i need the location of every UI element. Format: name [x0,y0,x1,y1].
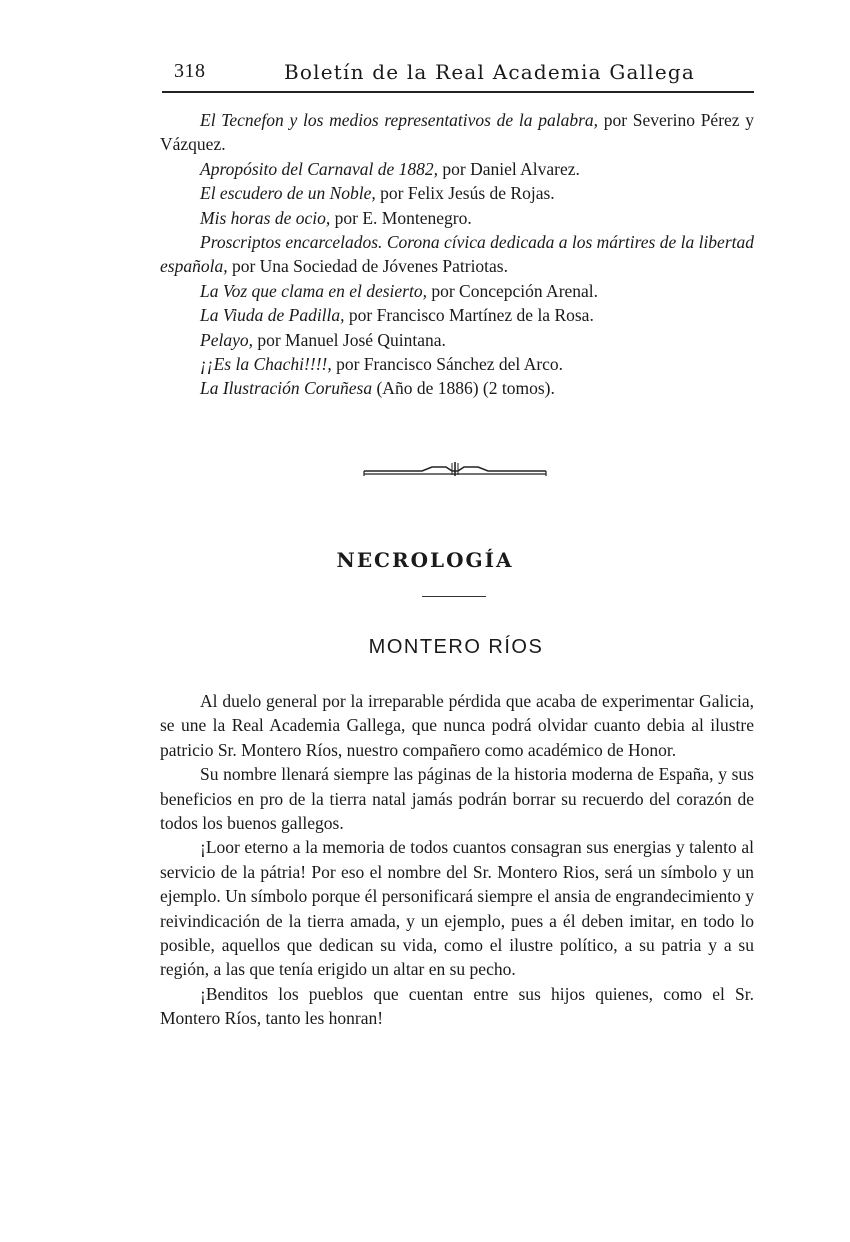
work-author: (Año de 1886) (2 tomos). [376,378,555,399]
paragraph: ¡Loor eterno a la memoria de todos cuantos consagran sus energias y talento al servicio de la pátria! Por eso el nombre del Sr. Montero Rios, será un símbolo y un ejemplo. Un símbolo porque él personificará siempre el ansia de engrandecimiento y reivindicación de la tierra amada, y un ejemplo, pues a él deben imitar, en todo lo posible, aquellos que dedican su vida, como el ilustre político, a su patria y a su región, a las que tenía erigido un altar en su pecho. [160,837,754,980]
work-author: por Una Sociedad de Jóvenes Patriotas. [231,256,508,277]
paragraph: ¡Benditos los pueblos que cuentan entre sus hijos quienes, como el Sr. Montero Ríos, tanto les honran! [160,983,754,1029]
page-number: 318 [174,60,206,82]
work-author: por Francisco Sánchez del Arco. [336,354,564,375]
work-author: por Daniel Alvarez. [442,158,580,179]
work-title: ¡¡Es la Chachi!!!!, [200,354,332,375]
article-title: MONTERO RÍOS [368,636,544,658]
list-item [160,328,754,352]
paragraph: Su nombre llenará siempre las páginas de la historia moderna de España, y sus beneficios en pro de la tierra natal jamás podrán borrar su recuerdo del corazón de todos los buenos gallegos. [160,764,754,834]
list-item [160,230,754,279]
list-item [160,376,754,400]
work-title: Proscriptos encarcelados. Corona cívica dedicada a los mártires de la libertad española, [160,232,754,277]
list-item [160,352,754,376]
work-author: por Severino Pérez y Vázquez. [160,110,755,155]
publication-list [160,108,754,401]
running-title: Boletín de la Real Academia Gallega [284,60,695,84]
work-title: El Tecnefon y los medios representativos de la palabra, [200,110,599,130]
section-heading: NECROLOGÍA [336,548,514,572]
list-item [160,157,754,181]
work-author: por Manuel José Quintana. [257,329,446,350]
work-author: por Felix Jesús de Rojas. [380,183,555,204]
list-item [160,181,754,205]
header-rule [162,91,754,93]
work-title: El escudero de un Noble, [200,183,376,204]
section-divider-ornament [362,458,548,478]
work-title: La Viuda de Padilla, [200,305,345,326]
list-item [160,303,754,327]
work-title: Pelayo, [200,329,253,350]
work-author: por E. Montenegro. [334,207,472,228]
work-author: por Francisco Martínez de la Rosa. [348,305,594,326]
page-header [162,60,752,90]
work-title: La Voz que clama en el desierto, [200,280,427,301]
paragraph: Al duelo general por la irreparable pérdida que acaba de experimentar Galicia, se une la Real Academia Gallega, que nunca podrá olvidar cuanto debia al ilustre patricio Sr. Montero Ríos, nuestro compañero como académico de Honor. [160,691,754,760]
list-item [160,206,754,230]
work-title: Apropósito del Carnaval de 1882, [200,158,439,179]
list-item [160,279,754,303]
work-author: por Concepción Arenal. [431,280,599,301]
article-body [160,689,754,1031]
short-rule [422,596,486,597]
work-title: La Ilustración Coruñesa [200,378,373,399]
work-title: Mis horas de ocio, [200,207,331,228]
list-item [160,108,754,157]
